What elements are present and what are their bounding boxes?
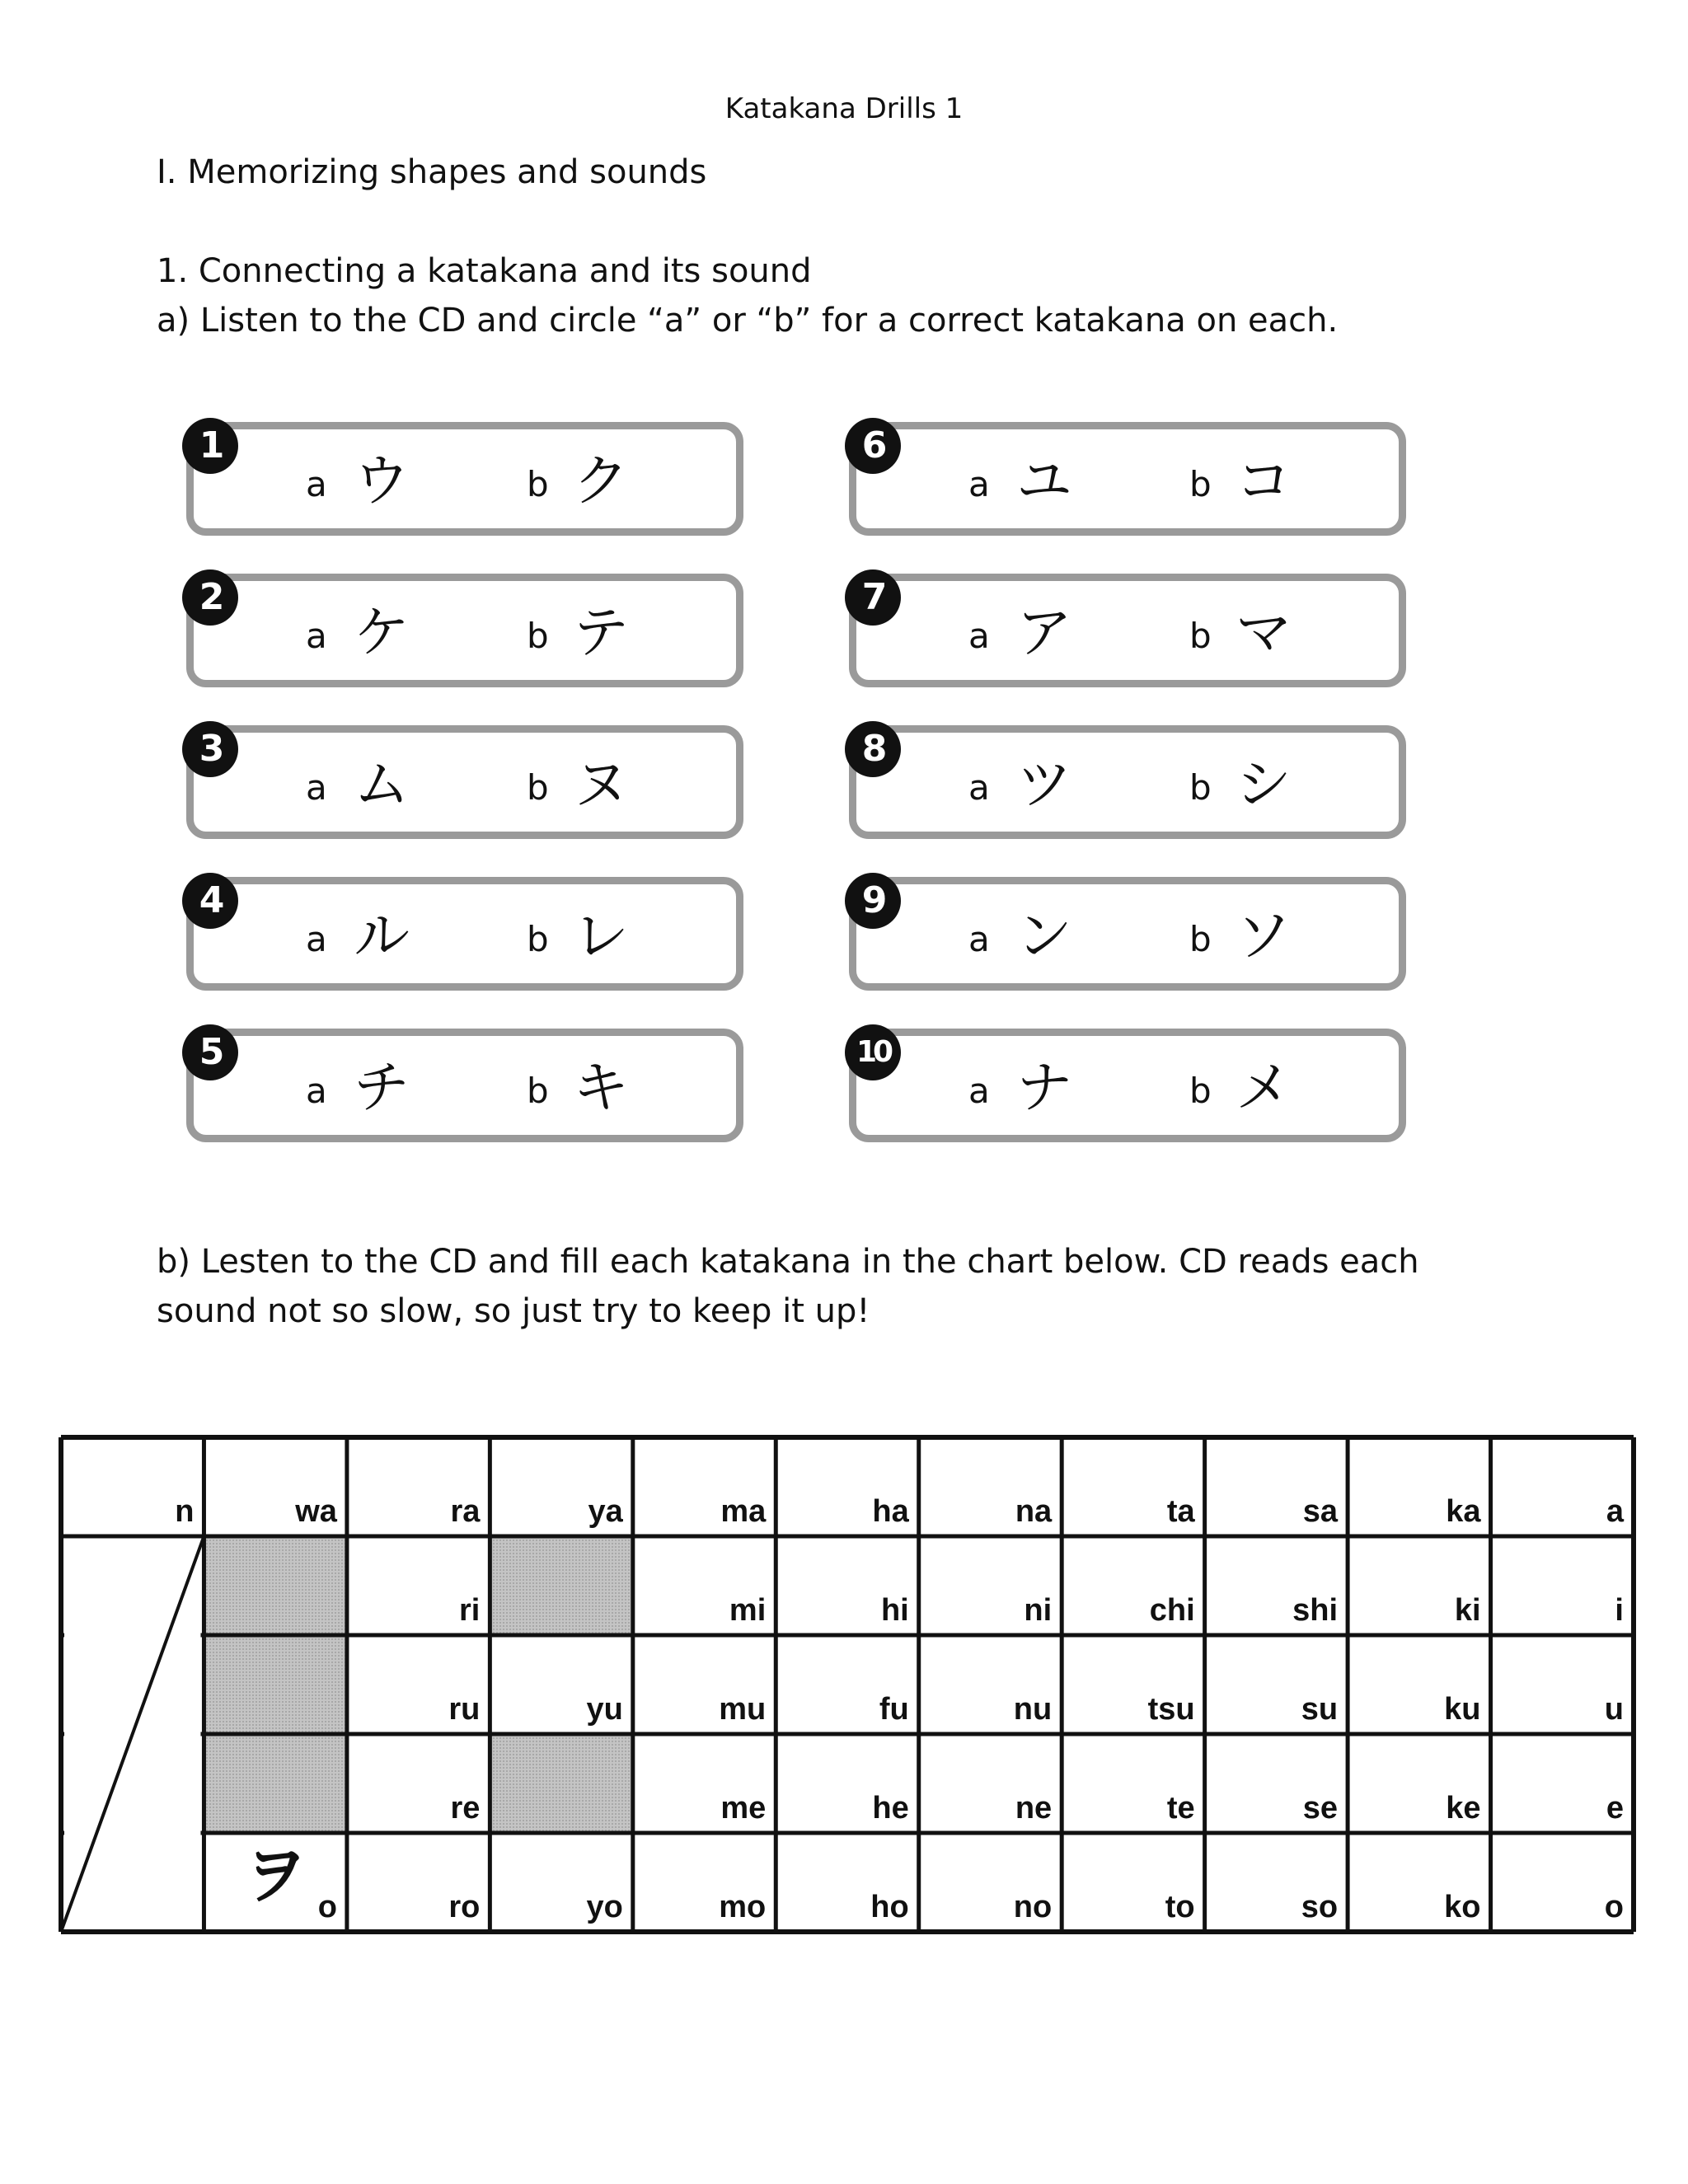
option-b-kana[interactable]: ヌ bbox=[573, 752, 630, 818]
cell-romaji: u bbox=[1604, 1692, 1624, 1727]
cell-romaji: o bbox=[1604, 1890, 1624, 1924]
option-a-kana[interactable]: ル bbox=[354, 904, 410, 969]
option-b-label: b bbox=[527, 464, 549, 504]
question-number-badge: 10 bbox=[845, 1024, 901, 1080]
cell-romaji: te bbox=[1166, 1791, 1195, 1825]
option-a-label: a bbox=[968, 616, 990, 656]
cell-romaji: so bbox=[1301, 1890, 1339, 1924]
column-header-a: a bbox=[1606, 1494, 1624, 1529]
option-b-kana[interactable]: テ bbox=[573, 601, 630, 666]
cell-romaji: to bbox=[1165, 1890, 1195, 1924]
option-a-kana[interactable]: ケ bbox=[354, 601, 410, 666]
option-a-kana[interactable]: ン bbox=[1016, 904, 1073, 969]
option-a-label: a bbox=[306, 919, 327, 959]
cell-romaji: mo bbox=[719, 1890, 767, 1924]
column-header-ha: ha bbox=[872, 1494, 909, 1529]
cell-romaji: yu bbox=[586, 1692, 623, 1727]
question-number-badge: 3 bbox=[182, 721, 238, 777]
question-number-badge: 9 bbox=[845, 873, 901, 929]
column-header-ka: ka bbox=[1446, 1494, 1481, 1529]
cell-romaji: i bbox=[1615, 1593, 1624, 1628]
cell-romaji: no bbox=[1013, 1890, 1053, 1924]
instruction-b-line2: sound not so slow, so just try to keep it up! bbox=[157, 1292, 870, 1330]
question-number-badge: 5 bbox=[182, 1024, 238, 1080]
question-number-badge: 8 bbox=[845, 721, 901, 777]
option-a-label: a bbox=[968, 767, 990, 808]
cell-romaji: hi bbox=[880, 1593, 909, 1628]
cell-romaji: me bbox=[720, 1791, 767, 1825]
shaded-cell bbox=[490, 1536, 632, 1635]
instruction-b-line1: b) Lesten to the CD and fill each katakana in the chart below. CD reads each bbox=[157, 1243, 1419, 1281]
option-b-label: b bbox=[1189, 464, 1212, 504]
option-b-label: b bbox=[527, 767, 549, 808]
column-header-na: na bbox=[1015, 1494, 1053, 1529]
shaded-cell bbox=[204, 1536, 346, 1635]
cell-romaji: nu bbox=[1013, 1692, 1053, 1727]
question-number-badge: 4 bbox=[182, 873, 238, 929]
column-header-wa: wa bbox=[295, 1494, 337, 1529]
cell-romaji: tsu bbox=[1147, 1692, 1195, 1727]
cell-romaji: ke bbox=[1446, 1791, 1481, 1825]
exercise-heading: 1. Connecting a katakana and its sound bbox=[157, 252, 812, 290]
question-number-badge: 1 bbox=[182, 418, 238, 474]
option-b-kana[interactable]: レ bbox=[573, 904, 630, 969]
cell-romaji: ne bbox=[1015, 1791, 1053, 1825]
option-b-label: b bbox=[1189, 616, 1212, 656]
option-b-label: b bbox=[1189, 919, 1212, 959]
option-b-kana[interactable]: キ bbox=[573, 1056, 630, 1121]
option-b-kana[interactable]: マ bbox=[1236, 601, 1292, 666]
option-a-label: a bbox=[968, 919, 990, 959]
option-a-kana[interactable]: ウ bbox=[354, 449, 410, 514]
question-number-badge: 6 bbox=[845, 418, 901, 474]
katakana-chart bbox=[58, 1434, 1630, 1929]
cell-romaji: ki bbox=[1454, 1593, 1481, 1628]
column-header-ra: ra bbox=[450, 1494, 481, 1529]
option-b-label: b bbox=[527, 616, 549, 656]
column-header-n: n bbox=[175, 1494, 195, 1529]
option-b-kana[interactable]: コ bbox=[1236, 449, 1292, 514]
example-kana-wo: ヲ bbox=[243, 1839, 308, 1913]
option-b-kana[interactable]: シ bbox=[1236, 752, 1292, 818]
question-box-4 bbox=[186, 877, 743, 991]
question-box-2 bbox=[186, 574, 743, 687]
option-a-label: a bbox=[968, 464, 990, 504]
option-a-kana[interactable]: ナ bbox=[1016, 1056, 1073, 1121]
question-box-5 bbox=[186, 1029, 743, 1142]
question-box-8 bbox=[849, 725, 1406, 839]
cell-romaji: ru bbox=[448, 1692, 481, 1727]
cell-romaji: chi bbox=[1149, 1593, 1195, 1628]
option-a-label: a bbox=[306, 616, 327, 656]
cell-romaji: se bbox=[1302, 1791, 1339, 1825]
cell-romaji: shi bbox=[1292, 1593, 1339, 1628]
option-b-kana[interactable]: メ bbox=[1236, 1056, 1292, 1121]
option-a-kana[interactable]: チ bbox=[354, 1056, 410, 1121]
cell-romaji: e bbox=[1606, 1791, 1624, 1825]
question-number-badge: 7 bbox=[845, 569, 901, 626]
cell-romaji: ri bbox=[459, 1593, 481, 1628]
cell-romaji: ro bbox=[448, 1890, 481, 1924]
cell-romaji: yo bbox=[586, 1890, 623, 1924]
column-header-sa: sa bbox=[1302, 1494, 1339, 1529]
shaded-cell bbox=[490, 1734, 632, 1833]
option-a-label: a bbox=[306, 1071, 327, 1111]
question-box-3 bbox=[186, 725, 743, 839]
option-b-kana[interactable]: ソ bbox=[1236, 904, 1292, 969]
cell-romaji: su bbox=[1301, 1692, 1339, 1727]
section-heading: I. Memorizing shapes and sounds bbox=[157, 153, 707, 191]
shaded-cell bbox=[204, 1635, 346, 1734]
option-a-label: a bbox=[968, 1071, 990, 1111]
cell-romaji: mi bbox=[729, 1593, 767, 1628]
question-box-1 bbox=[186, 422, 743, 536]
option-a-kana[interactable]: ツ bbox=[1016, 752, 1073, 818]
option-a-label: a bbox=[306, 767, 327, 808]
question-box-7 bbox=[849, 574, 1406, 687]
cell-romaji: mu bbox=[719, 1692, 767, 1727]
option-a-kana[interactable]: ア bbox=[1016, 601, 1073, 666]
question-box-9 bbox=[849, 877, 1406, 991]
column-header-ma: ma bbox=[720, 1494, 767, 1529]
question-number-badge: 2 bbox=[182, 569, 238, 626]
question-box-10 bbox=[849, 1029, 1406, 1142]
option-b-label: b bbox=[527, 1071, 549, 1111]
cell-romaji: fu bbox=[879, 1692, 909, 1727]
question-box-6 bbox=[849, 422, 1406, 536]
option-b-label: b bbox=[1189, 1071, 1212, 1111]
cell-romaji: ku bbox=[1444, 1692, 1481, 1727]
instruction-a: a) Listen to the CD and circle “a” or “b” for a correct katakana on each. bbox=[157, 302, 1339, 340]
cell-romaji: o bbox=[317, 1890, 337, 1924]
shaded-cell bbox=[204, 1734, 346, 1833]
option-b-label: b bbox=[1189, 767, 1212, 808]
option-b-label: b bbox=[527, 919, 549, 959]
option-a-kana[interactable]: ユ bbox=[1016, 449, 1073, 514]
option-a-kana[interactable]: ム bbox=[354, 752, 410, 818]
cell-romaji: ko bbox=[1444, 1890, 1481, 1924]
cell-romaji: re bbox=[450, 1791, 481, 1825]
cell-romaji: ni bbox=[1024, 1593, 1053, 1628]
option-a-label: a bbox=[306, 464, 327, 504]
document-title: Katakana Drills 1 bbox=[724, 92, 964, 125]
option-b-kana[interactable]: ク bbox=[573, 449, 630, 514]
column-header-ta: ta bbox=[1166, 1494, 1195, 1529]
cell-romaji: he bbox=[872, 1791, 909, 1825]
column-header-ya: ya bbox=[588, 1494, 623, 1529]
cell-romaji: ho bbox=[870, 1890, 909, 1924]
